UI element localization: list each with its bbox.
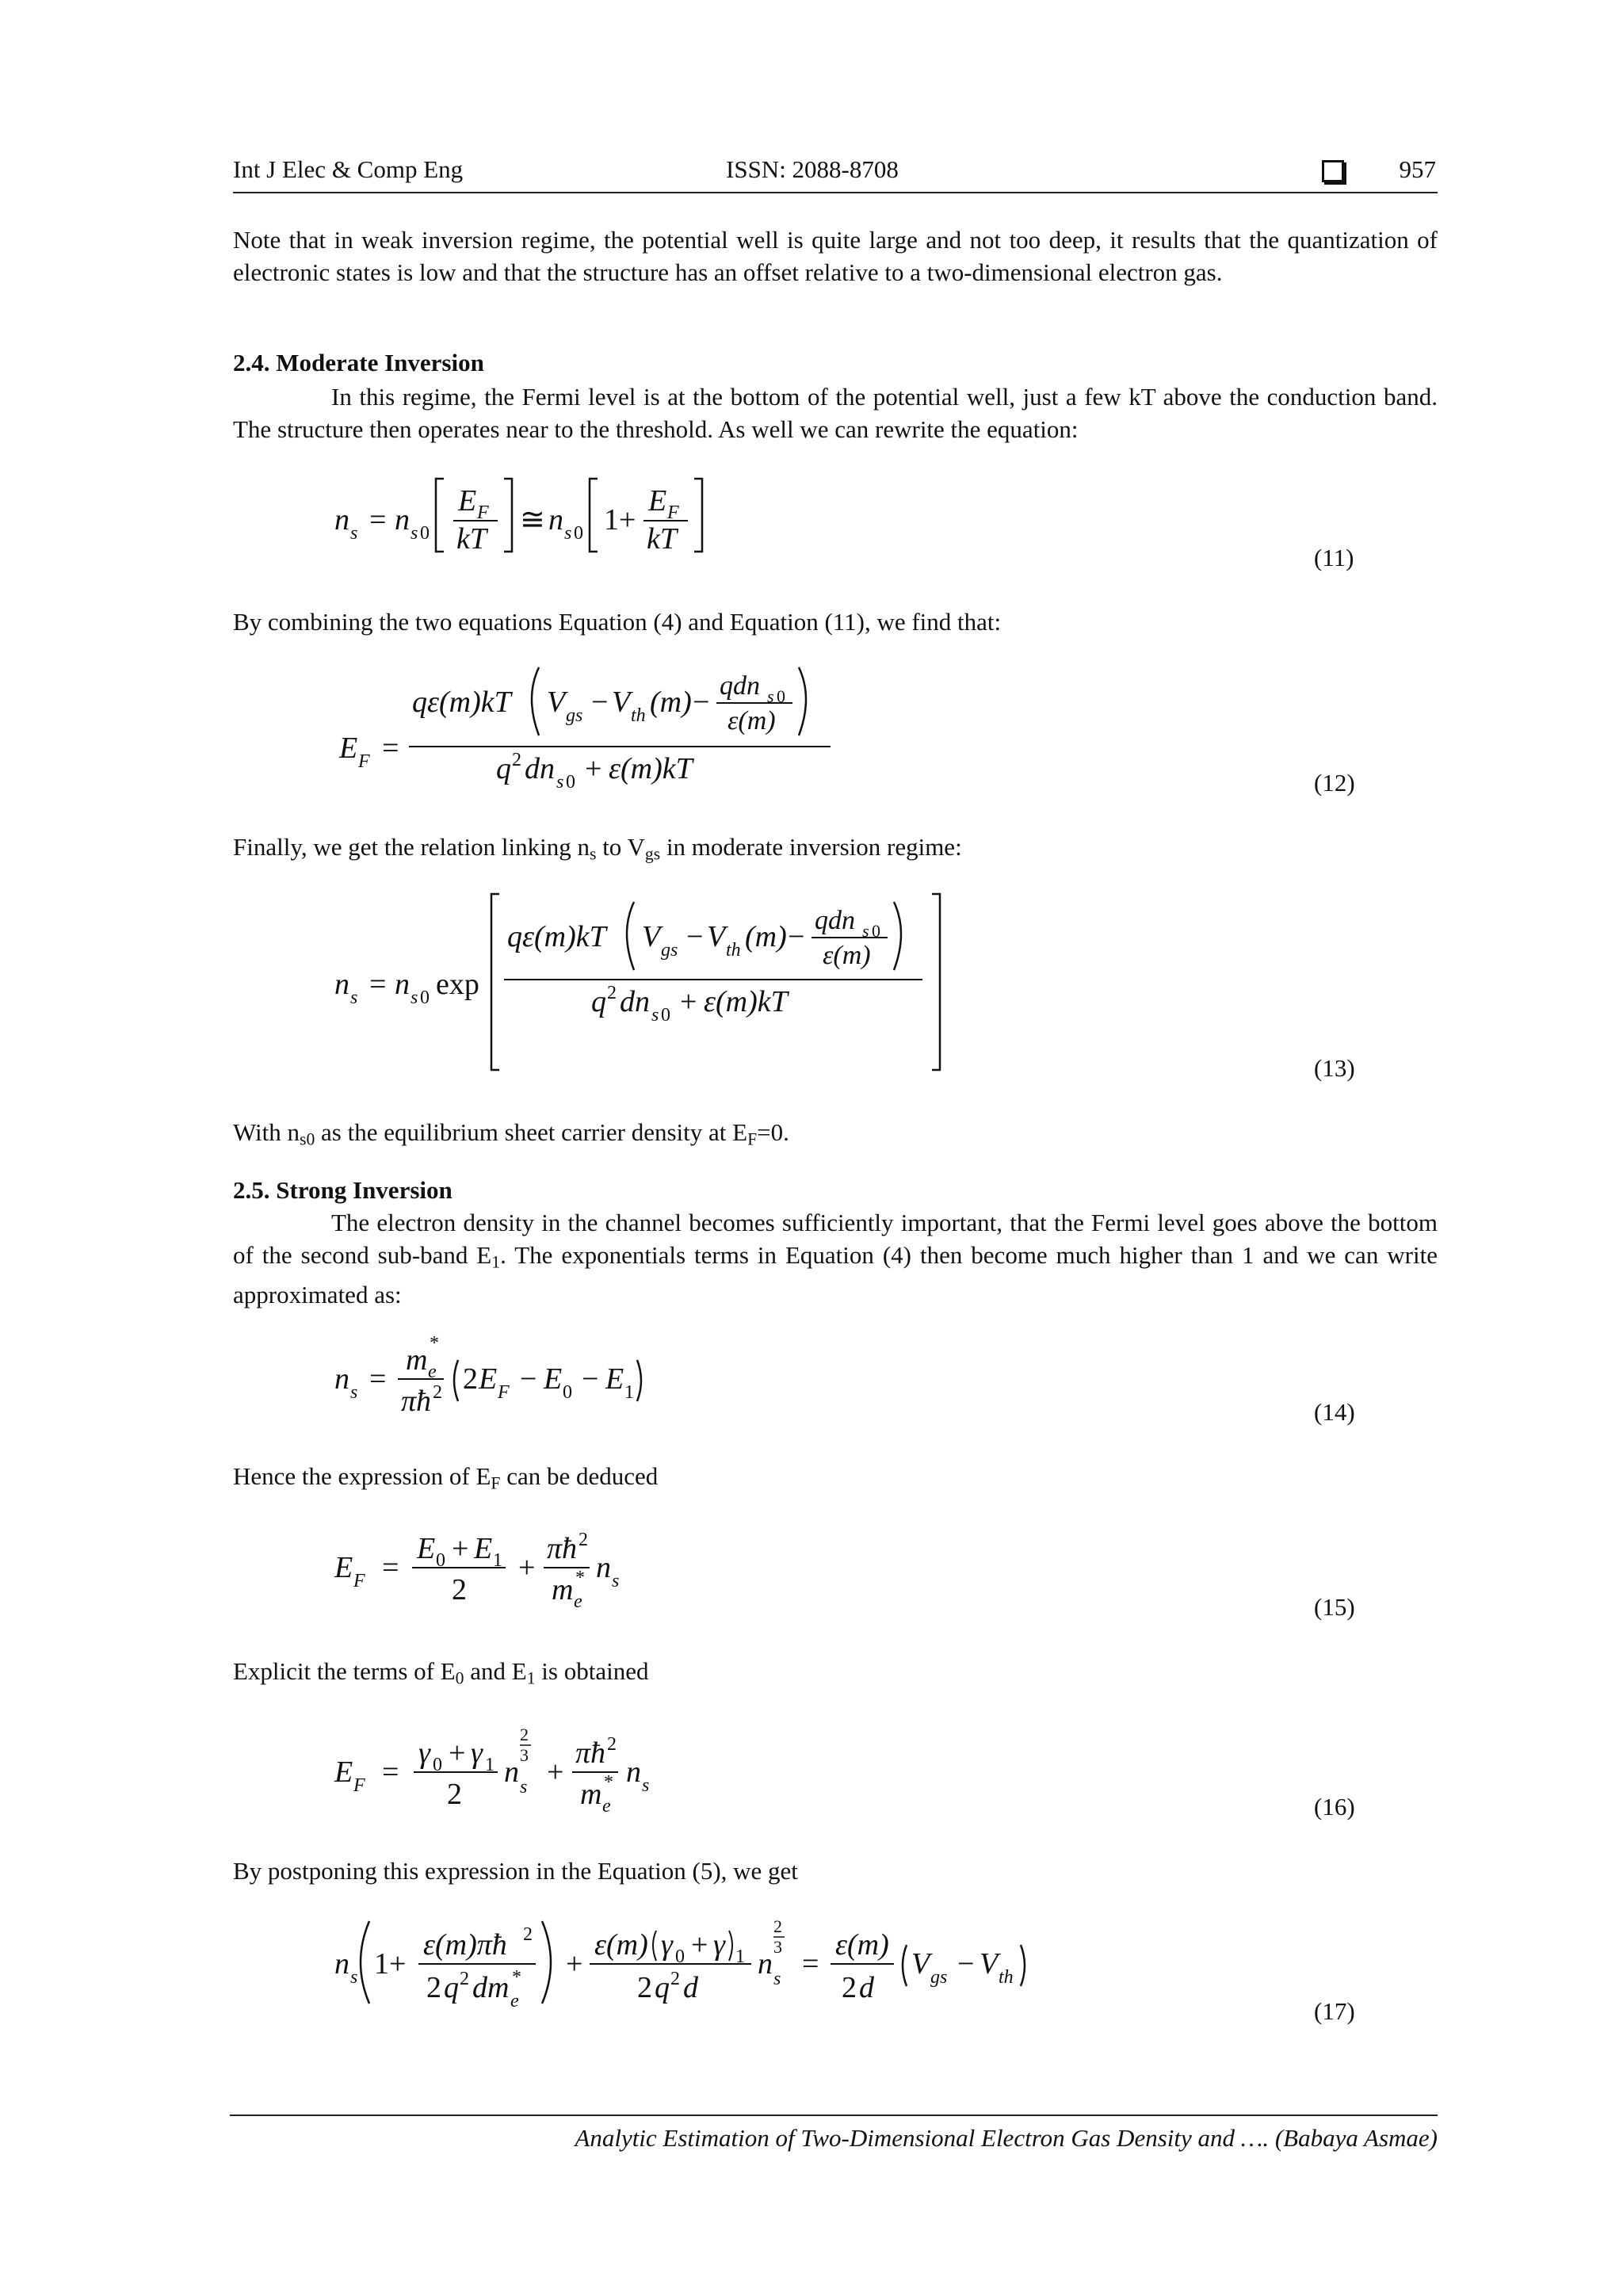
- svg-text:n: n: [395, 968, 410, 1001]
- svg-text:0: 0: [574, 523, 583, 544]
- svg-text:πħ: πħ: [547, 1532, 578, 1565]
- svg-text:qε(m)kT: qε(m)kT: [412, 686, 511, 719]
- svg-text:E: E: [479, 1362, 498, 1396]
- svg-text:n: n: [596, 1551, 611, 1584]
- equation-number-11: (11): [1314, 544, 1354, 571]
- svg-text:e: e: [510, 1991, 519, 2011]
- paragraph-relation-ns-vgs: [233, 831, 1438, 870]
- svg-text:=: =: [369, 503, 387, 537]
- svg-text:s: s: [773, 1969, 781, 1989]
- svg-text:=: =: [369, 968, 387, 1001]
- paragraph-explicit-terms: [233, 1655, 1438, 1694]
- svg-text:ε(m): ε(m): [823, 941, 871, 970]
- svg-text:s: s: [350, 988, 358, 1008]
- svg-text:s: s: [767, 686, 774, 706]
- svg-text:2: 2: [607, 983, 617, 1003]
- svg-text:+: +: [452, 1532, 469, 1565]
- svg-text:n: n: [758, 1947, 773, 1981]
- svg-text:γ: γ: [471, 1736, 483, 1770]
- paragraph-weak-inversion-note: Note that in weak inversion regime, the potential well is quite large and not too deep, it results that the quantization of electronic states is low and that the structure has an offset relative to a two-dimensional electron gas.: [233, 226, 1438, 286]
- svg-text:gs: gs: [566, 705, 583, 726]
- svg-text:ε(m): ε(m): [594, 1928, 648, 1962]
- text-fragment: and E: [464, 1657, 527, 1685]
- equation-14: [317, 1325, 729, 1428]
- text-fragment: as the equilibrium sheet carrier density at E: [315, 1118, 748, 1146]
- svg-text:n: n: [626, 1755, 641, 1789]
- svg-text:+: +: [518, 1551, 536, 1584]
- svg-text:F: F: [353, 1571, 365, 1591]
- svg-text:≅: ≅: [520, 503, 545, 537]
- section-heading-strong-inversion: 2.5. Strong Inversion: [233, 1176, 453, 1204]
- paragraph-moderate-inversion: In this regime, the Fermi level is at the bottom of the potential well, just a few kT above the conduction band. The structure then operates near to the threshold. As well we can rewrite the equation:: [233, 383, 1438, 443]
- svg-text:=: =: [382, 1755, 399, 1789]
- svg-text:2: 2: [433, 1382, 442, 1403]
- text-fragment: With n: [233, 1118, 300, 1146]
- svg-text:V: V: [612, 686, 631, 719]
- svg-text:−: −: [582, 1362, 599, 1396]
- paragraph-ef-deduced: [233, 1460, 1438, 1499]
- subscript-s0: s0: [300, 1129, 315, 1149]
- svg-text:ε(m)kT: ε(m)kT: [704, 985, 788, 1018]
- svg-text:n: n: [548, 503, 563, 537]
- svg-text:s: s: [651, 1005, 659, 1026]
- text-fragment: Hence the expression of E: [233, 1462, 491, 1490]
- svg-text:*: *: [430, 1333, 439, 1354]
- journal-name: Int J Elec & Comp Eng: [233, 155, 464, 183]
- svg-text:ε(m): ε(m): [835, 1928, 889, 1962]
- equation-12: [317, 658, 888, 800]
- svg-text:2: 2: [447, 1778, 462, 1811]
- svg-text:n: n: [395, 503, 410, 537]
- svg-text:gs: gs: [661, 940, 678, 961]
- svg-text:+: +: [585, 752, 602, 785]
- square-bullet-icon: [1322, 160, 1344, 182]
- svg-text:2: 2: [637, 1971, 652, 2004]
- svg-text:0: 0: [566, 772, 575, 793]
- svg-text:1: 1: [624, 1382, 634, 1403]
- svg-text:1+: 1+: [604, 503, 636, 537]
- svg-text:V: V: [547, 686, 566, 719]
- svg-text:0: 0: [563, 1382, 572, 1403]
- equation-number-12: (12): [1314, 769, 1355, 797]
- footer-divider: [230, 2115, 1438, 2116]
- svg-text:3: 3: [520, 1745, 529, 1765]
- svg-text:1: 1: [493, 1550, 502, 1571]
- svg-text:e: e: [602, 1796, 611, 1817]
- subscript-F: F: [747, 1129, 758, 1149]
- svg-text:ε(m): ε(m): [727, 706, 776, 735]
- paragraph-combining-equations: By combining the two equations Equation (4) and Equation (11), we find that:: [233, 608, 1002, 636]
- equation-11: [317, 468, 745, 571]
- svg-text:qdn: qdn: [720, 671, 760, 701]
- svg-text:2: 2: [579, 1530, 588, 1550]
- svg-text:dn: dn: [525, 752, 555, 785]
- svg-text:2: 2: [452, 1573, 467, 1606]
- svg-text:E: E: [605, 1362, 624, 1396]
- svg-text:*: *: [575, 1568, 585, 1588]
- equation-number-15: (15): [1314, 1593, 1355, 1621]
- text-fragment: to V: [596, 833, 645, 861]
- text-fragment: =0.: [757, 1118, 789, 1146]
- subscript-0: 0: [455, 1668, 464, 1688]
- svg-text:V: V: [980, 1947, 999, 1981]
- equation-number-16: (16): [1314, 1793, 1355, 1820]
- svg-text:0: 0: [675, 1946, 685, 1967]
- page-footer: Analytic Estimation of Two-Dimensional Electron Gas Density and …. (Babaya Asmae): [575, 2124, 1438, 2152]
- equation-number-13: (13): [1314, 1054, 1355, 1082]
- svg-text:V: V: [707, 920, 726, 953]
- svg-text:0: 0: [433, 1755, 442, 1775]
- equation-16: [317, 1712, 697, 1823]
- svg-text:s: s: [350, 1967, 358, 1988]
- svg-text:kT: kT: [647, 522, 677, 556]
- svg-text:th: th: [999, 1967, 1014, 1988]
- svg-text:2: 2: [463, 1362, 478, 1396]
- text-fragment: . The exponentials terms in Equation (4) then become much higher than 1 and we can write approximated as:: [233, 1241, 1438, 1309]
- svg-text:(m): (m): [650, 686, 692, 719]
- svg-text:q: q: [591, 985, 606, 1018]
- svg-text:2: 2: [512, 750, 521, 770]
- subscript-1: 1: [526, 1668, 536, 1688]
- svg-text:E: E: [544, 1362, 563, 1396]
- svg-text:2: 2: [773, 1916, 782, 1936]
- text-fragment: is obtained: [535, 1657, 649, 1685]
- svg-text:=: =: [802, 1947, 819, 1981]
- svg-text:ε(m)kT: ε(m)kT: [609, 752, 693, 785]
- svg-text:+: +: [691, 1928, 708, 1962]
- paragraph-strong-inversion: [233, 1206, 1438, 1311]
- svg-text:2: 2: [670, 1969, 680, 1989]
- svg-text:kT: kT: [456, 522, 487, 556]
- svg-text:2: 2: [426, 1971, 441, 2004]
- equation-number-14: (14): [1314, 1398, 1355, 1426]
- svg-text:F: F: [477, 502, 489, 523]
- svg-text:+: +: [680, 985, 697, 1018]
- svg-text:(m): (m): [745, 920, 787, 953]
- svg-text:E: E: [334, 1755, 353, 1789]
- paragraph-equilibrium-density: [233, 1116, 1438, 1156]
- svg-text:E: E: [334, 1551, 353, 1584]
- svg-text:E: E: [648, 484, 667, 518]
- svg-text:γ: γ: [713, 1928, 725, 1962]
- svg-text:γ: γ: [661, 1928, 673, 1962]
- svg-text:s: s: [411, 988, 418, 1008]
- svg-text:0: 0: [872, 921, 880, 941]
- svg-text:ε(m)πħ: ε(m)πħ: [423, 1928, 507, 1962]
- svg-text:+: +: [449, 1736, 466, 1770]
- page-number: 957: [1399, 155, 1436, 183]
- svg-text:*: *: [512, 1967, 521, 1988]
- svg-text:s: s: [612, 1571, 620, 1591]
- svg-text:E: E: [474, 1532, 493, 1565]
- svg-text:e: e: [574, 1591, 582, 1612]
- svg-text:n: n: [334, 1947, 349, 1981]
- svg-text:s: s: [556, 772, 564, 793]
- text-fragment: Finally, we get the relation linking n: [233, 833, 590, 861]
- svg-text:n: n: [334, 1362, 349, 1396]
- svg-text:s: s: [350, 523, 358, 544]
- svg-text:πħ: πħ: [401, 1385, 432, 1418]
- svg-text:=: =: [382, 1551, 399, 1584]
- svg-text:qε(m)kT: qε(m)kT: [507, 920, 606, 953]
- svg-text:th: th: [631, 705, 646, 726]
- svg-text:−: −: [591, 686, 609, 719]
- svg-text:V: V: [642, 920, 661, 953]
- svg-text:q: q: [655, 1971, 670, 2004]
- svg-text:s: s: [564, 523, 572, 544]
- svg-text:d: d: [683, 1971, 698, 2004]
- svg-text:−: −: [686, 920, 704, 953]
- svg-text:s: s: [862, 921, 869, 941]
- svg-text:E: E: [417, 1532, 436, 1565]
- svg-text:th: th: [726, 940, 741, 961]
- svg-text:0: 0: [436, 1550, 445, 1571]
- subscript-s: s: [589, 844, 597, 864]
- svg-text:dn: dn: [620, 985, 650, 1018]
- text-fragment: The electron density in the channel becomes sufficiently important, that the Fermi level goes above the bottom of the second sub-band E: [233, 1209, 1438, 1269]
- svg-text:s: s: [642, 1775, 650, 1796]
- svg-text:V: V: [911, 1947, 930, 1981]
- paragraph-postponing: By postponing this expression in the Equation (5), we get: [233, 1857, 798, 1885]
- text-fragment: Explicit the terms of E: [233, 1657, 456, 1685]
- equation-17: [317, 1902, 1078, 2021]
- svg-text:0: 0: [777, 686, 785, 706]
- svg-text:F: F: [358, 751, 370, 772]
- svg-text:s: s: [350, 1382, 358, 1403]
- svg-text:γ: γ: [418, 1736, 430, 1770]
- svg-text:qdn: qdn: [815, 906, 855, 935]
- svg-text:−: −: [693, 686, 710, 719]
- svg-text:−: −: [788, 920, 805, 953]
- equation-number-17: (17): [1314, 1997, 1355, 2025]
- svg-text:0: 0: [420, 988, 430, 1008]
- svg-text:=: =: [382, 732, 399, 765]
- subscript-gs: gs: [644, 844, 661, 864]
- svg-text:+: +: [547, 1755, 564, 1789]
- svg-text:s: s: [520, 1777, 528, 1797]
- svg-text:d: d: [859, 1971, 874, 2004]
- svg-text:2: 2: [842, 1971, 857, 2004]
- equation-13: [317, 886, 967, 1076]
- svg-text:n: n: [334, 968, 349, 1001]
- svg-text:E: E: [458, 484, 477, 518]
- svg-text:m: m: [580, 1778, 602, 1811]
- svg-text:−: −: [520, 1362, 537, 1396]
- svg-text:m: m: [552, 1573, 574, 1606]
- svg-text:q: q: [444, 1971, 459, 2004]
- svg-text:1: 1: [485, 1755, 495, 1775]
- page-header: [233, 155, 1438, 193]
- svg-text:3: 3: [773, 1937, 782, 1957]
- svg-text:F: F: [498, 1382, 510, 1403]
- svg-text:n: n: [334, 503, 349, 537]
- svg-text:*: *: [604, 1772, 613, 1793]
- svg-text:+: +: [566, 1947, 583, 1981]
- svg-text:s: s: [411, 523, 418, 544]
- svg-text:=: =: [369, 1362, 387, 1396]
- subscript-1: 1: [491, 1252, 501, 1272]
- svg-text:E: E: [339, 732, 358, 765]
- svg-text:2: 2: [520, 1725, 529, 1744]
- svg-text:e: e: [428, 1362, 437, 1382]
- svg-text:0: 0: [661, 1005, 670, 1026]
- svg-text:2: 2: [460, 1969, 469, 1989]
- svg-text:F: F: [667, 502, 679, 523]
- svg-text:dm: dm: [472, 1971, 510, 2004]
- text-fragment: in moderate inversion regime:: [660, 833, 962, 861]
- svg-text:1+: 1+: [374, 1947, 407, 1981]
- svg-text:F: F: [353, 1775, 365, 1796]
- section-heading-moderate-inversion: 2.4. Moderate Inversion: [233, 349, 484, 376]
- svg-text:0: 0: [420, 523, 430, 544]
- svg-text:gs: gs: [930, 1967, 948, 1988]
- equation-15: [317, 1514, 697, 1617]
- svg-text:exp: exp: [436, 968, 479, 1001]
- svg-text:m: m: [406, 1343, 428, 1377]
- svg-text:q: q: [496, 752, 511, 785]
- text-fragment: can be deduced: [500, 1462, 659, 1490]
- svg-text:1: 1: [735, 1946, 745, 1967]
- svg-text:n: n: [504, 1755, 519, 1789]
- svg-text:2: 2: [523, 1924, 533, 1945]
- issn: ISSN: 2088-8708: [726, 155, 899, 183]
- svg-text:2: 2: [607, 1734, 617, 1755]
- svg-text:πħ: πħ: [575, 1736, 606, 1770]
- subscript-F: F: [491, 1473, 501, 1493]
- svg-text:−: −: [957, 1947, 975, 1981]
